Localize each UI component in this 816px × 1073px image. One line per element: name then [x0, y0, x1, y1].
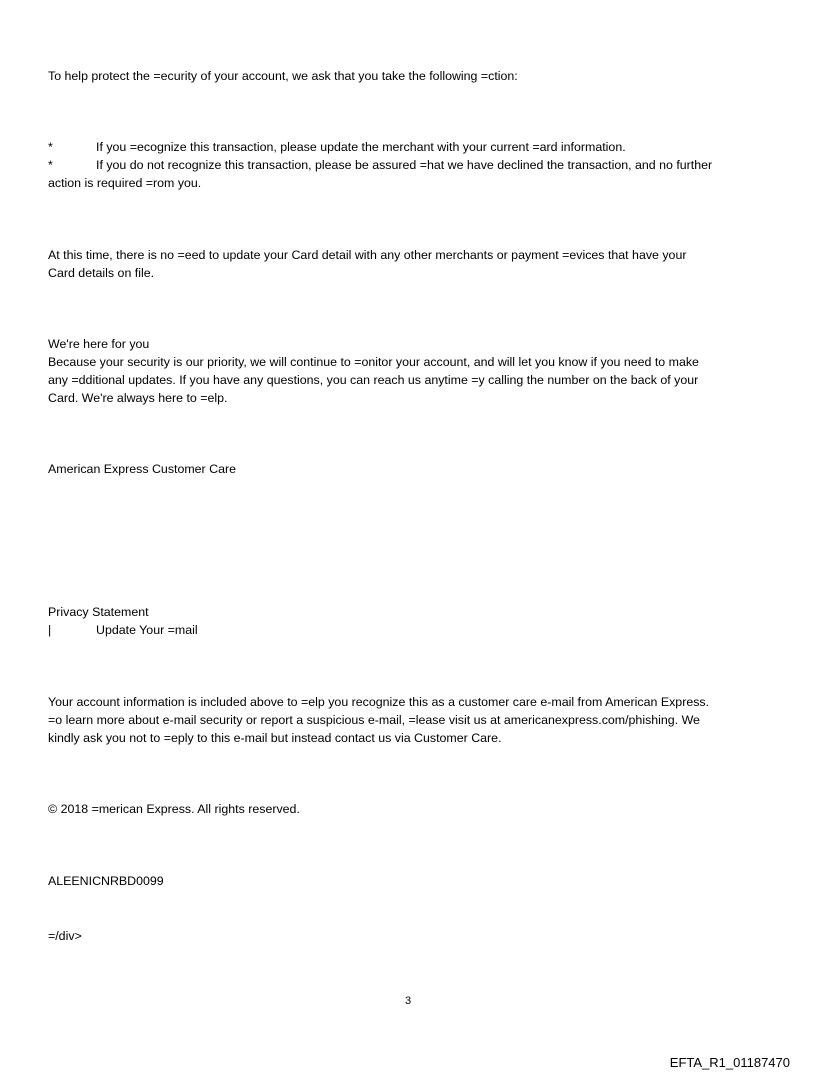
here-for-you-heading: We're here for you [48, 337, 150, 351]
here-for-you-line1: Because your security is our priority, we will continue to =onitor your account, and will let you know if you need to make [48, 355, 699, 369]
document-id: EFTA_R1_01187470 [669, 1055, 790, 1070]
copyright-notice: © 2018 =merican Express. All rights reserved. [48, 802, 300, 816]
bullet-text-1: If you =ecognize this transaction, please update the merchant with your current =ard information. [96, 140, 626, 154]
bullet-marker-2: * [48, 158, 53, 172]
account-info-line1: Your account information is included above to =elp you recognize this as a customer care e-mail from American Express. [48, 695, 710, 709]
bullet-text-2: If you do not recognize this transaction, please be assured =hat we have declined the transaction, and no further [96, 158, 713, 172]
here-for-you-line3: Card. We're always here to =elp. [48, 391, 228, 405]
no-need-text-line1: At this time, there is no =eed to update your Card detail with any other merchants or payment =evices that have your [48, 248, 687, 262]
reference-code: ALEENICNRBD0099 [48, 874, 164, 888]
account-info-line2: =o learn more about e-mail security or report a suspicious e-mail, =lease visit us at americanexpress.com/phishing. We [48, 713, 700, 727]
here-for-you-line2: any =dditional updates. If you have any questions, you can reach us anytime =y calling the number on the back of your [48, 373, 699, 387]
link-separator: | [48, 623, 52, 637]
bullet-marker-1: * [48, 140, 53, 154]
closing-tag-text: =/div> [48, 929, 82, 943]
bullet-text-2-continued: action is required =rom you. [48, 176, 202, 190]
update-email-link[interactable]: Update Your =mail [96, 623, 198, 637]
no-need-text-line2: Card details on file. [48, 266, 155, 280]
intro-text: To help protect the =ecurity of your account, we ask that you take the following =ction: [48, 69, 518, 83]
signature: American Express Customer Care [48, 462, 236, 476]
privacy-statement-link[interactable]: Privacy Statement [48, 605, 149, 619]
page-number: 3 [404, 995, 412, 1007]
account-info-line3: kindly ask you not to =eply to this e-mail but instead contact us via Customer Care. [48, 731, 502, 745]
